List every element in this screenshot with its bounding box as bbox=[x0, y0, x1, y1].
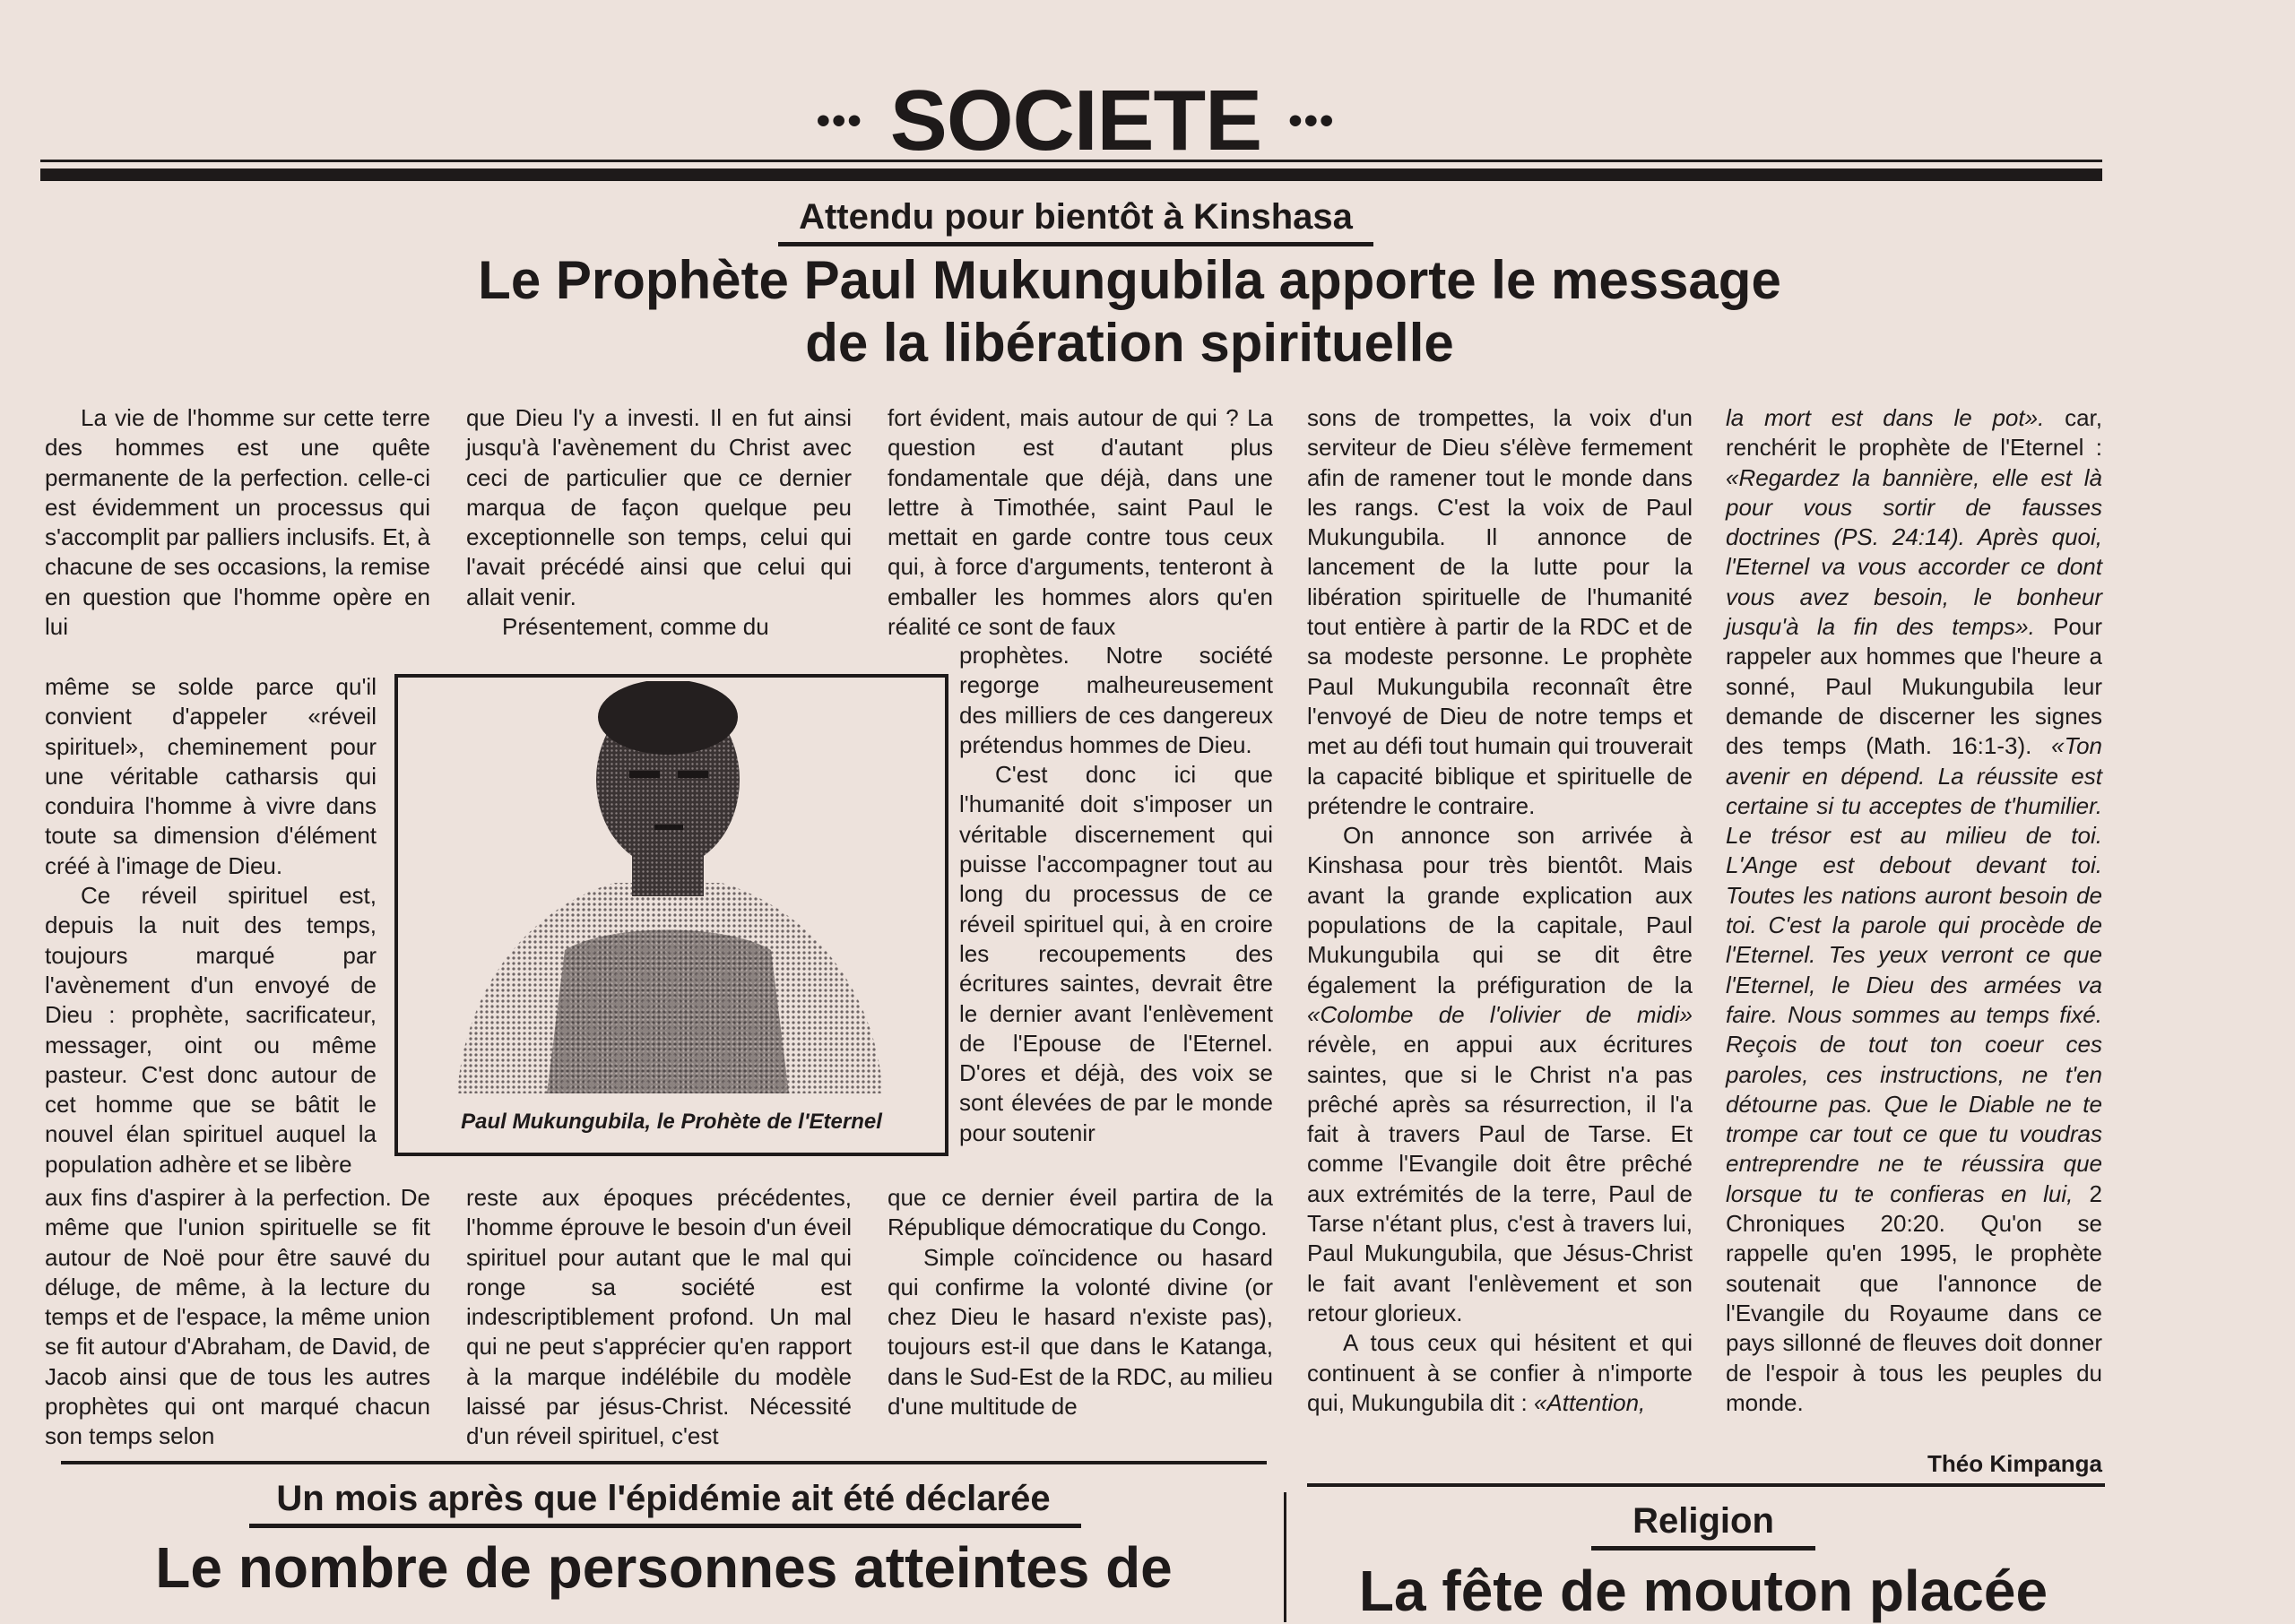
paragraph: Ce réveil spirituel est, depuis la nuit des temps, toujours marqué par l'avènement d'un envoyé de Dieu : prophète, sacrificateur, messager, oint ou même pasteur. C'est donc autour de cet homme que se bâtit le nouvel élan spirituel auquel la population adhère et se libère bbox=[45, 882, 377, 1178]
column-1-middle bbox=[45, 672, 377, 1179]
text-run: car, renchérit le prophète de l'Eternel : bbox=[1726, 404, 2102, 462]
paragraph: prophètes. Notre société regorge malheureusement des milliers de ces dangereux prétendus hommes de Dieu. bbox=[959, 642, 1273, 758]
section-dots-left: ••• bbox=[816, 99, 863, 143]
text-run: révèle, en appui aux écritures saintes, que si le Christ n'a pas prêché après sa résurrection, il l'a fait à travers Paul de Tarse. Et comme l'Evangile doit être prêché aux extrémités de la terre, Paul de Tarse n'étant plus, c'est à travers lui, Paul Mukungubila, que Jésus-Christ le fait avant l'enlèvement et son retour glorieux. bbox=[1307, 1031, 1693, 1326]
bottom-left-kicker-underline bbox=[249, 1524, 1081, 1528]
byline: Théo Kimpanga bbox=[1927, 1450, 2102, 1477]
headline-line-2: de la libération spirituelle bbox=[805, 313, 1454, 373]
headline-line-1: Le Prophète Paul Mukungubila apporte le message bbox=[478, 250, 1781, 310]
bottom-right-headline: La fête de mouton placée bbox=[1358, 1559, 2048, 1623]
section-dots-right: ••• bbox=[1288, 99, 1336, 143]
column-3-middle bbox=[959, 641, 1273, 1148]
bottom-rule-right bbox=[1307, 1483, 2105, 1487]
column-4 bbox=[1307, 403, 1693, 1418]
paragraph: C'est donc ici que l'humanité doit s'imposer un véritable discernement qui puisse l'accompagner tout au long du processus de ce réveil spirituel qui, à en croire les recoupements des écritures saintes, devrait être le dernier avant l'enlèvement de l'Epouse de l'Eternel. D'ores et déjà, des voix se sont élevées de par le monde pour soutenir bbox=[959, 761, 1273, 1146]
paragraph: que Dieu l'y a investi. Il en fut ainsi jusqu'à l'avènement du Christ avec ceci de particulier que ce dernier marqua de façon quelque peu exceptionnelle son temps, celui qui l'avait précédé ainsi que celui qui allait venir. bbox=[466, 404, 852, 610]
column-2-top bbox=[466, 403, 852, 642]
article-headline bbox=[143, 249, 2116, 375]
column-2-bottom bbox=[466, 1183, 852, 1452]
quote-run: «Regardez la bannière, elle est là pour vous sortir de fausses doctrines (PS. 24:14). Après quoi, l'Eternel va vous accorder ce dont vous avez besoin, le bonheur jusqu'à la fin des temps». bbox=[1726, 463, 2102, 641]
paragraph: aux fins d'aspirer à la perfection. De même que l'union spirituelle se fit autour de Noë pour être sauvé du déluge, de même, à la lecture du temps et de l'espace, la même union se fit autour d'Abraham, de David, de Jacob ainsi que de tous les autres prophètes qui ont marqué chacun son temps selon bbox=[45, 1184, 430, 1450]
paragraph bbox=[1307, 1328, 1693, 1418]
column-5 bbox=[1726, 403, 2102, 1418]
bottom-left-headline: Le nombre de personnes atteintes de bbox=[155, 1535, 1173, 1600]
quote-run: «Ton avenir en dépend. La réussite est certaine si tu acceptes de t'humilier. Le trésor est au milieu de toi. L'Ange est debout devant toi. Toutes les nations auront besoin de toi. C'est la parole qui procède de l'Eternel. Tes yeux verront ce que l'Eternel, le Dieu des armées va faire. Nous sommes au temps fixé. Reçois de tout ton coeur ces paroles, ces instructions, ne t'en détourne pas. Que le Diable ne te trompe car tout ce que tu voudras entreprendre ne te réussira que lorsque tu te confieras en lui, bbox=[1726, 732, 2102, 1207]
paragraph: La vie de l'homme sur cette terre des hommes est une quête permanente de la perfection. celle-ci est évidemment un processus qui s'accomplit par palliers inclusifs. Et, à chacune de ses occasions, la remise en question que l'homme opère en lui bbox=[45, 404, 430, 641]
paragraph: que ce dernier éveil partira de la République démocratique du Congo. bbox=[888, 1184, 1273, 1241]
header-rule bbox=[40, 168, 2102, 181]
bottom-right-kicker: Religion bbox=[1632, 1501, 1774, 1541]
column-1-bottom bbox=[45, 1183, 430, 1452]
paragraph: même se solde parce qu'il convient d'appeler «réveil spirituel», cheminement pour une véritable catharsis qui conduira l'homme à vivre dans toute sa dimension d'élément créé à l'image de Dieu. bbox=[45, 673, 377, 879]
paragraph: reste aux époques précédentes, l'homme éprouve le besoin d'un éveil spirituel pour autant que le mal qui ronge sa société est indescriptiblement profond. Un mal qui ne peut s'apprécier qu'en rapport à la marque indélébile du modèle laissé par jésus-Christ. Nécessité d'un réveil spirituel, c'est bbox=[466, 1184, 852, 1450]
article-kicker: Attendu pour bientôt à Kinshasa bbox=[799, 197, 1353, 237]
portrait-photo bbox=[430, 681, 905, 1093]
text-run: Pour rappeler aux hommes que l'heure a sonné, Paul Mukungubila leur demande de discerner les signes des temps (Math. 16:1-3). bbox=[1726, 613, 2102, 760]
quote-run: la mort est dans le pot». bbox=[1726, 404, 2045, 431]
column-3-top bbox=[888, 403, 1273, 642]
quote-run: «Colombe de l'olivier de midi» bbox=[1307, 1000, 1693, 1028]
paragraph: sons de trompettes, la voix d'un serviteur de Dieu s'élève fermement afin de ramener tout le monde dans les rangs. C'est la voix de Paul Mukungubila. Il annonce de lancement de la lutte pour la libération spirituelle de l'humanité tout entière à partir de la RDC et de sa modeste personne. Le prophète Paul Mukungubila reconnaît être l'envoyé de Dieu de notre temps et met au défi tout humain qui trouverait la capacité biblique et spirituelle de prétendre le contraire. bbox=[1307, 404, 1693, 819]
section-header bbox=[771, 72, 1381, 170]
quote-run: «Attention, bbox=[1533, 1388, 1646, 1416]
paragraph: Présentement, comme du bbox=[502, 613, 769, 641]
section-title: SOCIETE bbox=[889, 73, 1262, 168]
text-run: 2 Chroniques 20:20. Qu'on se rappelle qu'en 1995, le prophète soutenait que l'annonce de l'Evangile du Royaume dans ce pays sillonné de fleuves doit donner de l'espoir à tous les peuples du monde. bbox=[1726, 1179, 2102, 1416]
text-run: On annonce son arrivée à Kinshasa pour très bientôt. Mais avant la grande explication aux populations de la capitale, Paul Mukungubila qui se dit être également la préfiguration de la bbox=[1307, 822, 1693, 998]
text-run: A tous ceux qui hésitent et qui continuent à se confier à n'importe qui, Mukungubila dit : bbox=[1307, 1329, 1693, 1416]
bottom-left-kicker: Un mois après que l'épidémie ait été déclarée bbox=[276, 1479, 1051, 1518]
bottom-rule-left bbox=[61, 1461, 1267, 1464]
paragraph: fort évident, mais autour de qui ? La question est d'autant plus fondamentale que déjà, dans une lettre à Timothée, saint Paul le mettait en garde contre tous ceux qui, à force d'arguments, tenteront à emballer les hommes alors qu'en réalité ce sont de faux bbox=[888, 404, 1273, 641]
kicker-underline bbox=[778, 242, 1373, 246]
paragraph bbox=[1726, 403, 2102, 1418]
column-1-top bbox=[45, 403, 430, 642]
paragraph bbox=[1307, 821, 1693, 1328]
bottom-right-kicker-underline bbox=[1591, 1546, 1815, 1551]
column-3-bottom bbox=[888, 1183, 1273, 1421]
photo-caption: Paul Mukungubila, le Prohète de l'Eternel bbox=[461, 1110, 882, 1134]
column-divider bbox=[1284, 1492, 1286, 1622]
paragraph: Simple coïncidence ou hasard qui confirme la volonté divine (or chez Dieu le hasard n'existe pas), toujours est-il que dans le Katanga, dans le Sud-Est de la RDC, au milieu d'une multitude de bbox=[888, 1243, 1273, 1421]
